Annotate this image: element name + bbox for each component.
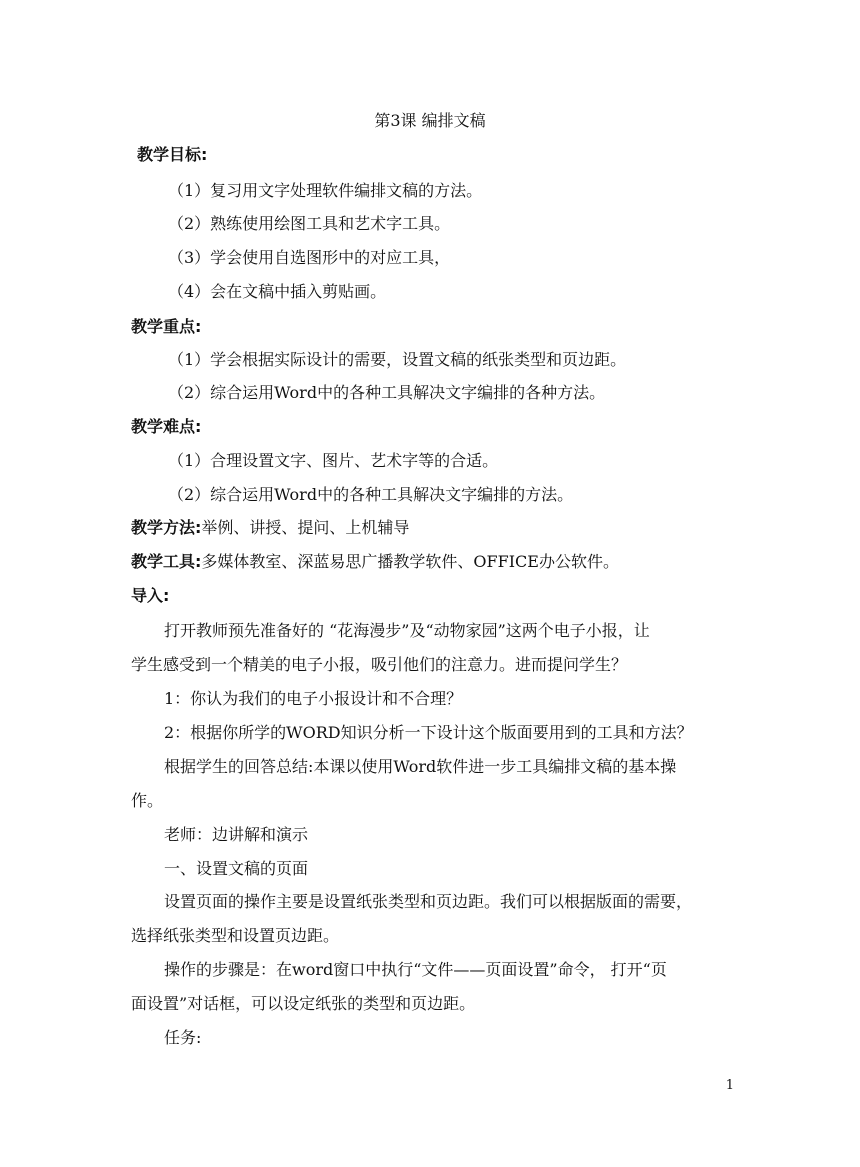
intro-line: 学生感受到一个精美的电子小报，吸引他们的注意力。进而提问学生？: [131, 655, 628, 674]
intro-line: 作。: [131, 791, 164, 810]
intro-line: 1：你认为我们的电子小报设计和不合理？: [164, 689, 463, 708]
page-number: 1: [725, 1078, 734, 1093]
difficulty-item: （2）综合运用Word中的各种工具解决文字编排的方法。: [168, 485, 574, 504]
task-label: 任务:: [164, 1028, 202, 1047]
methods-heading: 教学方法:: [131, 518, 202, 537]
intro-line: 打开教师预先准备好的 “花海漫步”及“动物家园”这两个电子小报，让: [164, 621, 650, 640]
intro-line: 老师：边讲解和演示: [164, 825, 309, 844]
intro-line: 设置页面的操作主要是设置纸张类型和页边距。我们可以根据版面的需要，: [164, 892, 693, 911]
methods-line: [131, 517, 409, 539]
key-point-item: （2）综合运用Word中的各种工具解决文字编排的各种方法。: [168, 383, 606, 402]
difficulties-heading: 教学难点:: [131, 417, 202, 436]
methods-text: 举例、讲授、提问、上机辅导: [201, 518, 410, 537]
intro-heading: 导入:: [131, 586, 170, 605]
key-points-heading: 教学重点:: [131, 317, 202, 336]
intro-line: 根据学生的回答总结:本课以使用Word软件进一步工具编排文稿的基本操: [164, 757, 677, 776]
intro-line: 选择纸张类型和设置页边距。: [131, 926, 340, 945]
tools-line: [131, 551, 619, 573]
tools-text: 多媒体教室、深蓝易思广播教学软件、OFFICE办公软件。: [201, 552, 619, 571]
objectives-heading: 教学目标:: [137, 145, 208, 164]
intro-line: 面设置”对话框，可以设定纸张的类型和页边距。: [131, 994, 476, 1013]
page-title: 第3课 编排文稿: [374, 111, 486, 130]
objective-item: （4）会在文稿中插入剪贴画。: [168, 282, 387, 301]
objective-item: （3）学会使用自选图形中的对应工具，: [168, 248, 451, 267]
tools-heading: 教学工具:: [131, 552, 202, 571]
objective-item: （1）复习用文字处理软件编排文稿的方法。: [168, 181, 483, 200]
intro-line: 操作的步骤是：在word窗口中执行“文件——页面设置”命令， 打开“页: [164, 960, 667, 979]
intro-line: 2：根据你所学的WORD知识分析一下设计这个版面要用到的工具和方法？: [164, 723, 693, 742]
key-point-item: （1）学会根据实际设计的需要，设置文稿的纸张类型和页边距。: [168, 350, 627, 369]
objective-item: （2）熟练使用绘图工具和艺术字工具。: [168, 214, 451, 233]
difficulty-item: （1）合理设置文字、图片、艺术字等的合适。: [168, 451, 499, 470]
section-heading: 一、设置文稿的页面: [164, 859, 309, 878]
